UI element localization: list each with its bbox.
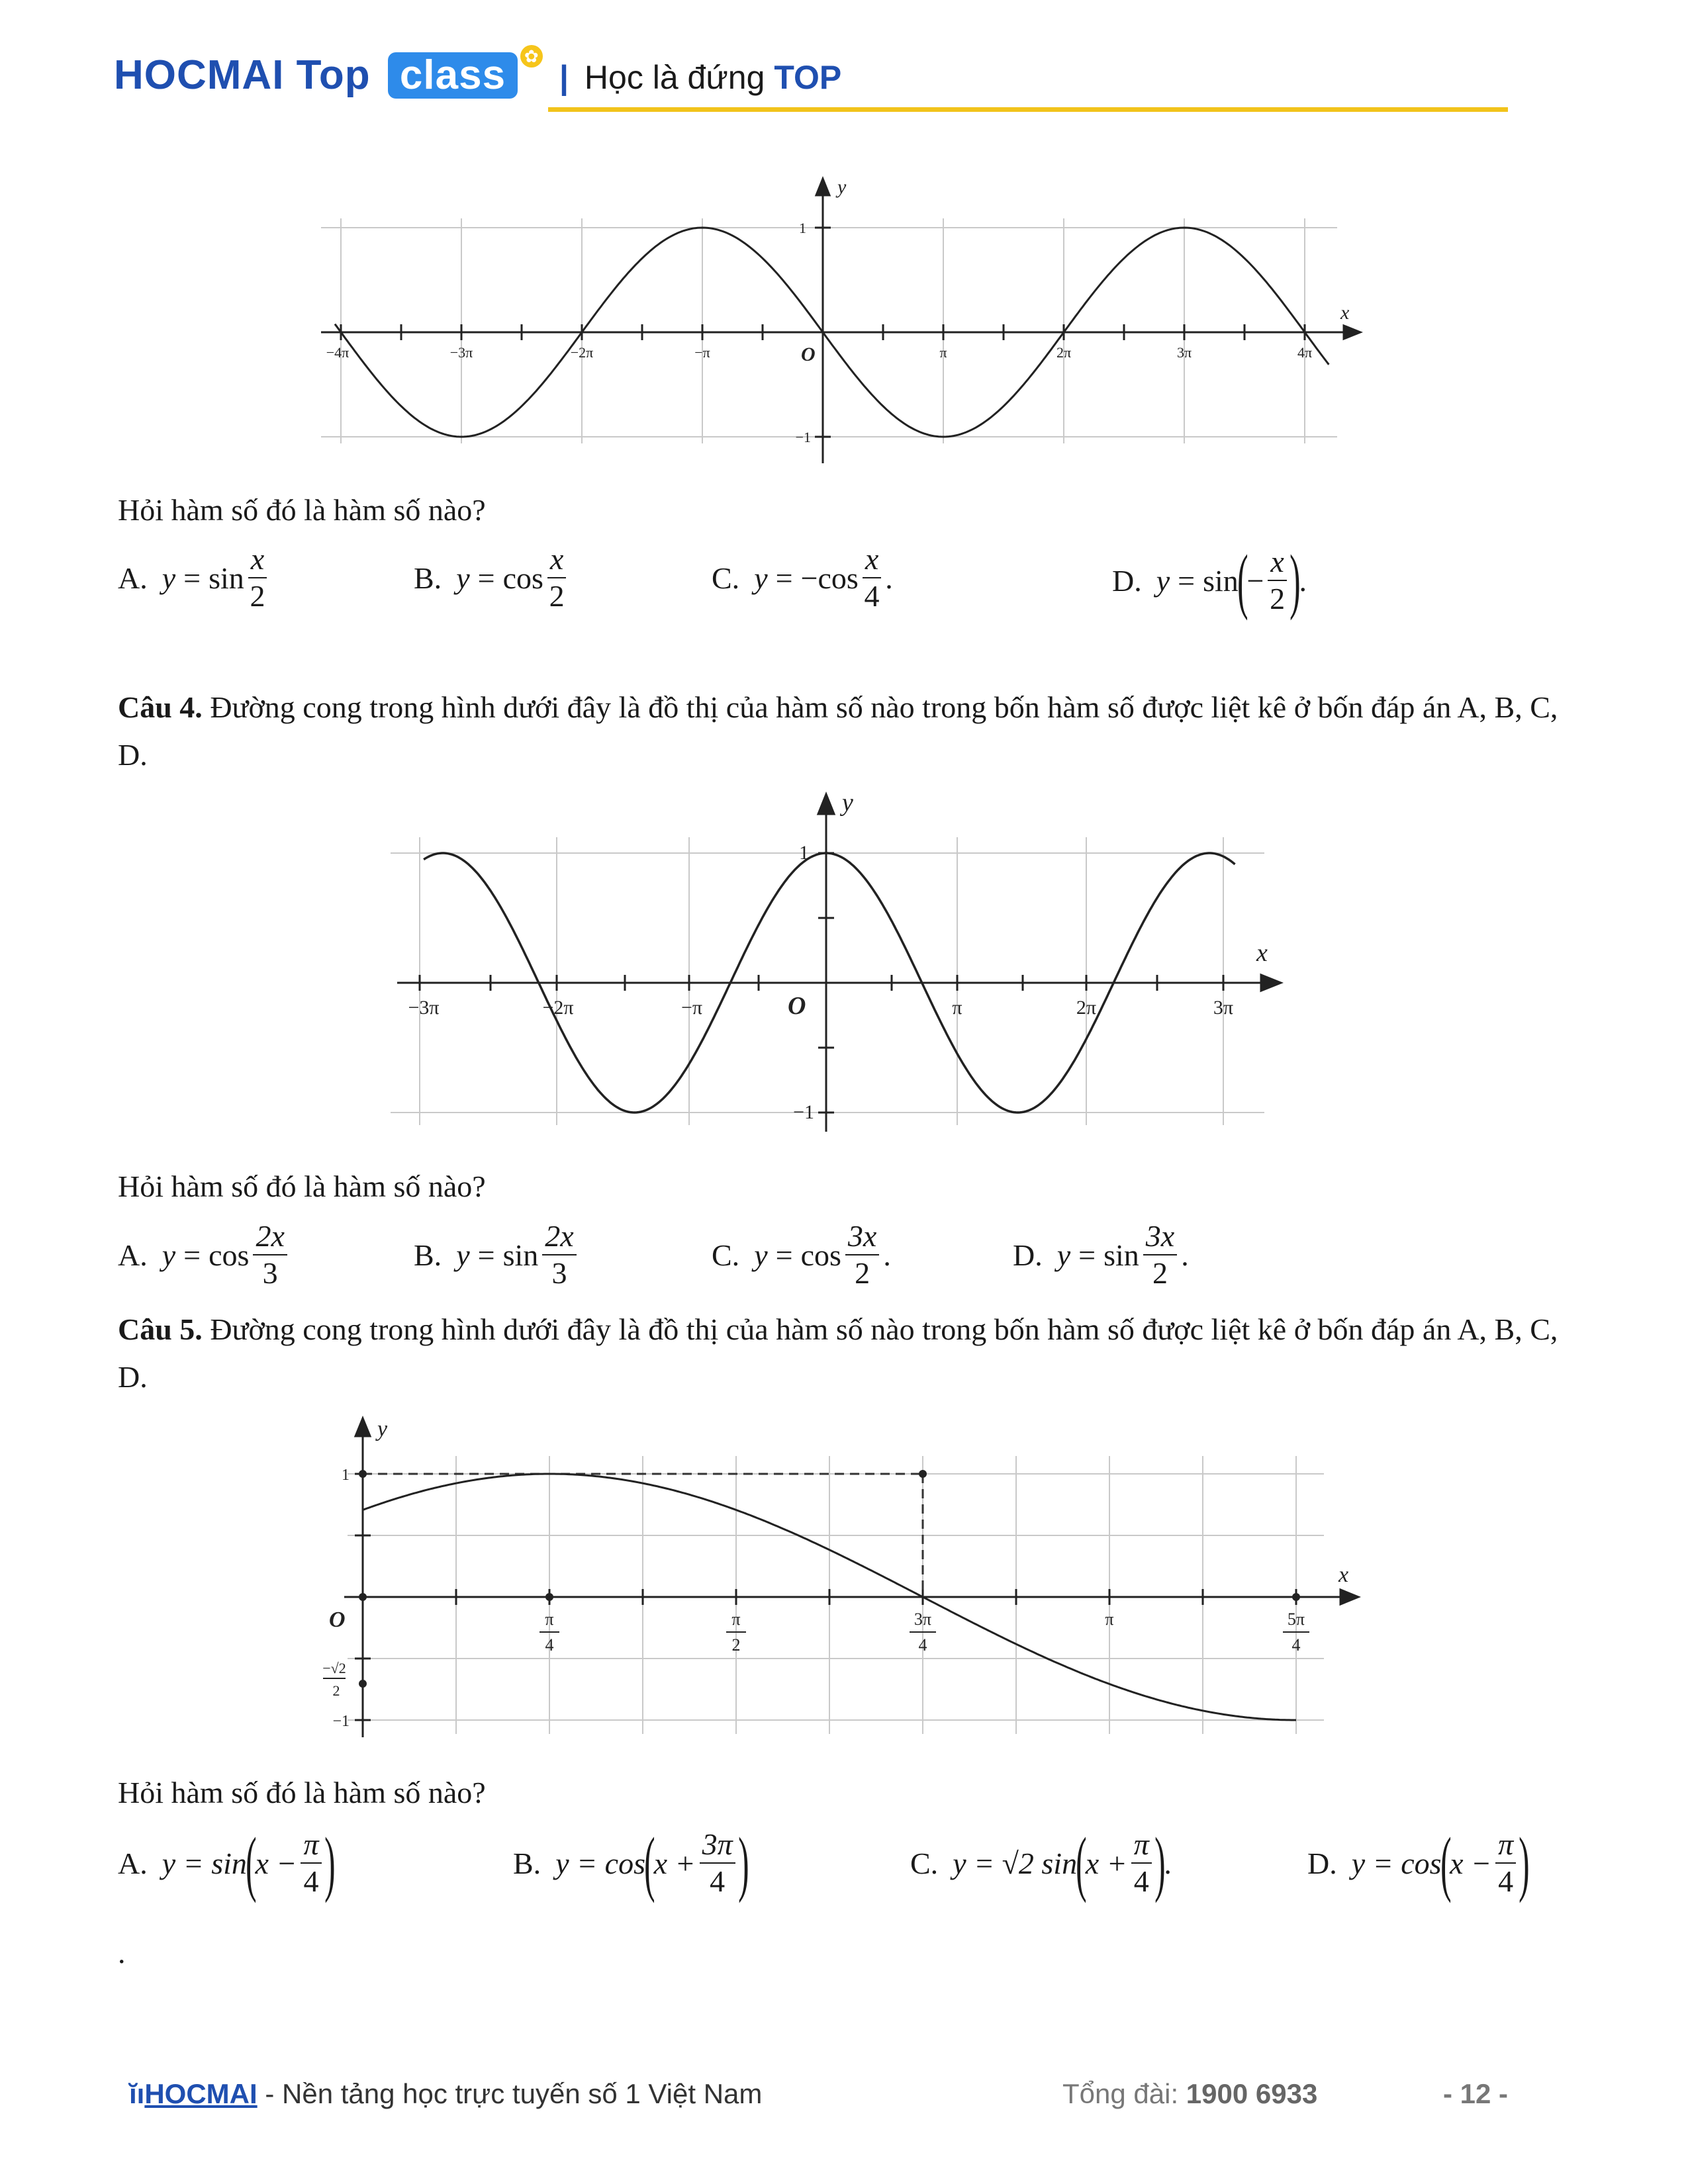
q3-tick: π [939, 344, 947, 361]
q5-tick-num: π [545, 1610, 554, 1629]
q5-origin: O [329, 1608, 346, 1632]
q5-ytick: −1 [332, 1713, 350, 1730]
q5-tick-den: 4 [1291, 1635, 1301, 1655]
q3-prompt: Hỏi hàm số đó là hàm số nào? [118, 493, 486, 527]
q4-option-b[interactable]: B. y = sin $\frac{2x}{3}$ [414, 1221, 581, 1289]
brand-logo [114, 46, 543, 99]
q4-ytick: −1 [793, 1101, 814, 1123]
q4-text: Đường cong trong hình dưới đây là đồ thị của hàm số nào trong bốn hàm số được liệt kê ở bốn đáp án A, B, C, D. [118, 690, 1558, 772]
slogan-highlight: TOP [774, 59, 842, 96]
q4-x-label: x [1256, 939, 1268, 967]
graph-q4 [377, 788, 1304, 1132]
q5-prompt: Hỏi hàm số đó là hàm số nào? [118, 1776, 486, 1809]
trailing-dot: . [118, 1936, 126, 1970]
slogan-prefix: Học là đứng [584, 59, 765, 96]
star-icon: ✿ [520, 45, 543, 68]
q4-option-a[interactable]: A. y = cos $\frac{2x}{3}$ [118, 1221, 291, 1289]
q4-origin: O [788, 992, 806, 1020]
q3-tick: −4π [326, 344, 350, 361]
q5-tick-num: π [731, 1610, 741, 1629]
q3-tick: 2π [1056, 344, 1072, 361]
q3-y-label: y [837, 176, 847, 198]
q3-tick: 4π [1297, 344, 1313, 361]
q5-tick-den: 4 [545, 1635, 554, 1655]
q5-tick-den: 2 [731, 1635, 741, 1655]
q4-tick: 2π [1076, 997, 1097, 1019]
q4-ytick: 1 [799, 842, 809, 864]
q4-prompt: Hỏi hàm số đó là hàm số nào? [118, 1169, 486, 1203]
q4-y-label: y [842, 789, 853, 817]
q4-tick: −3π [408, 997, 440, 1019]
q5-y-label: y [377, 1417, 388, 1441]
q4-tick: −2π [542, 997, 574, 1019]
q5-option-c[interactable]: C. y = √2 sin ( x + $\frac{\pi}{4}$ ) . [910, 1823, 1172, 1903]
footer-logo[interactable]: HOCMAI [144, 2078, 258, 2109]
q5-text: Đường cong trong hình dưới đây là đồ thị của hàm số nào trong bốn hàm số được liệt kê ở bốn đáp án A, B, C, D. [118, 1312, 1558, 1394]
q4-title: Câu 4. [118, 690, 203, 724]
q3-x-label: x [1340, 302, 1350, 324]
q5-tick-num: 5π [1287, 1610, 1305, 1629]
q5-x-label: x [1338, 1563, 1349, 1587]
page-number: - 12 - [1443, 2078, 1509, 2109]
footer-left [129, 2078, 762, 2110]
q3-tick: −2π [570, 344, 594, 361]
graph-q3 [311, 175, 1370, 473]
q5-option-b[interactable]: B. y = cos ( x + $\frac{3\pi}{4}$ ) [513, 1823, 749, 1903]
q3-tick: −3π [449, 344, 473, 361]
q3-tick: 3π [1176, 344, 1192, 361]
q4-option-c[interactable]: C. y = cos $\frac{3x}{2}$ . [712, 1219, 891, 1290]
brand-badge: class [388, 52, 518, 99]
q5-tick-num: π [1105, 1610, 1114, 1629]
brand-main: HOCMAI Top [114, 52, 371, 98]
slogan: | Học là đứng TOP [559, 59, 842, 96]
footer-logo-icon: ĭı [129, 2078, 145, 2109]
q5-ystart-num: −√2 [322, 1660, 346, 1676]
q3-ytick: −1 [795, 429, 811, 445]
q5-ystart-den: 2 [332, 1682, 340, 1699]
footer-hotline: Tổng đài: 1900 6933 [1062, 2078, 1318, 2109]
q4-tick: −π [680, 997, 703, 1019]
footer-tagline: - Nền tảng học trực tuyến số 1 Việt Nam [265, 2078, 763, 2109]
q5-question [118, 1306, 1574, 1401]
q3-option-b[interactable]: B. y = cos $\frac{x}{2}$ [414, 544, 570, 612]
q5-option-a[interactable]: A. y = sin ( x − $\frac{\pi}{4}$ ) [118, 1823, 336, 1903]
q3-option-c[interactable]: C. y = − cos $\frac{x}{4}$ . [712, 542, 893, 613]
q5-option-d[interactable]: D. y = cos ( x − $\frac{\pi}{4}$ ) [1307, 1823, 1530, 1903]
hotline-number[interactable]: 1900 6933 [1186, 2078, 1318, 2109]
q4-question [118, 684, 1574, 779]
q5-title: Câu 5. [118, 1312, 203, 1346]
q3-option-d[interactable]: D. y = sin ( − $\frac{x}{2}$ ) . [1112, 540, 1307, 621]
q3-ytick: 1 [799, 220, 806, 236]
q5-ytick: 1 [342, 1467, 350, 1484]
q4-option-d[interactable]: D. y = sin $\frac{3x}{2}$ . [1013, 1219, 1189, 1290]
q5-tick-num: 3π [914, 1610, 932, 1629]
q4-tick: 3π [1213, 997, 1234, 1019]
graph-q5 [311, 1410, 1377, 1754]
q3-origin: O [801, 343, 816, 365]
header-rule [548, 107, 1508, 112]
q5-tick-den: 4 [918, 1635, 927, 1655]
q3-option-a[interactable]: A. y = sin $\frac{x}{2}$ [118, 544, 271, 612]
q3-tick: −π [694, 344, 710, 361]
q4-tick: π [952, 997, 962, 1019]
